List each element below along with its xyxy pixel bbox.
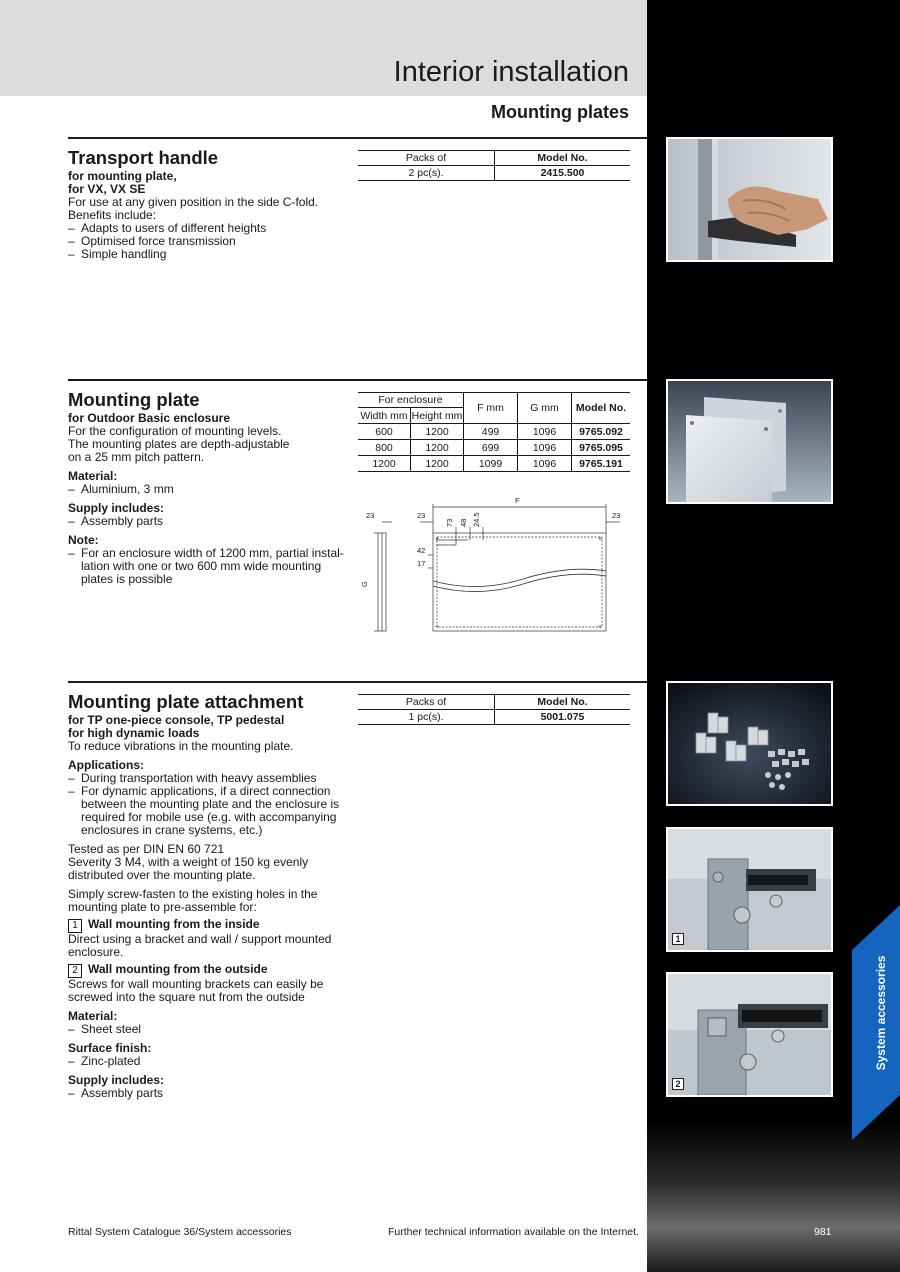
dim-label-f: F [515, 496, 520, 505]
section-title: Mounting plate [68, 389, 200, 410]
section-body [68, 170, 353, 261]
photo-tag: 1 [672, 933, 684, 945]
dim-label: 23 [366, 511, 375, 520]
dim-label: 23 [417, 511, 426, 520]
finish-label: Surface finish: [68, 1041, 152, 1055]
section-rule [68, 681, 648, 683]
table-cell: 1096 [518, 424, 572, 440]
bullet-item: – For dynamic applications, if a direct connection between the mounting plate and the enclosure is required for mobile use (e.g. with accompanying enclosures in crane systems, etc.) [68, 785, 350, 837]
page-title: Interior installation [393, 56, 629, 88]
spec-table [358, 392, 630, 472]
body-text: For use at any given position in the side C-fold. [68, 195, 319, 209]
section-title: Mounting plate attachment [68, 691, 304, 712]
supply-label: Supply includes: [68, 1073, 165, 1087]
side-tab-label[interactable]: System accessories [874, 955, 888, 1071]
svg-text:+: + [598, 536, 603, 543]
table-cell: 1200 [411, 456, 464, 472]
material-label: Material: [68, 469, 118, 483]
bullet-item: – Adapts to users of different heights [68, 222, 353, 235]
dim-label-g: G [360, 581, 369, 587]
model-number: 9765.092 [579, 425, 623, 438]
table-cell: 2 pc(s). [358, 166, 495, 181]
section-title: Transport handle [68, 147, 219, 168]
section-subtitle: for Outdoor Basic enclosure [68, 411, 231, 425]
material-value: – Aluminium, 3 mm [68, 483, 353, 496]
option-number: 1 [68, 919, 82, 933]
table-cell: 1099 [464, 456, 518, 472]
page-subtitle: Mounting plates [491, 102, 629, 122]
model-number: 9765.095 [579, 441, 623, 454]
table-cell: 1200 [411, 424, 464, 440]
option-text: Direct using a bracket and wall / support mounted enclosure. [68, 932, 332, 959]
option-heading: 1 Wall mounting from the inside [68, 918, 350, 933]
section-rule [68, 379, 648, 381]
dim-label: 23 [612, 511, 621, 520]
table-cell: 1200 [358, 456, 411, 472]
finish-value: – Zinc-plated [68, 1055, 350, 1068]
supply-label: Supply includes: [68, 501, 165, 515]
table-cell: 800 [358, 440, 411, 456]
spec-table [358, 694, 630, 725]
body-text: distributed over the mounting plate. [68, 868, 256, 882]
table-group-header: For enclosure [358, 393, 464, 408]
svg-text:+: + [598, 624, 603, 631]
body-text: To reduce vibrations in the mounting plate. [68, 739, 294, 753]
body-text: Severity 3 M4, with a weight of 150 kg evenly [68, 855, 309, 869]
table-cell: 600 [358, 424, 411, 440]
body-text: The mounting plates are depth-adjustable [68, 437, 290, 451]
wall-mount-outside-photo [666, 972, 833, 1097]
svg-text:+: + [435, 536, 440, 543]
bullet-item: – Optimised force transmission [68, 235, 353, 248]
supply-value: – Assembly parts [68, 1087, 350, 1100]
note-label: Note: [68, 533, 99, 547]
table-cell: 499 [464, 424, 518, 440]
dim-label: 17 [417, 559, 426, 568]
table-cell: 1096 [518, 456, 572, 472]
footer-center: Further technical information available on the Internet. [388, 1226, 639, 1238]
model-number: 9765.191 [579, 457, 623, 470]
dim-label: 42 [417, 546, 426, 555]
attachment-parts-photo [666, 681, 833, 806]
mounting-plate-photo [666, 379, 833, 504]
table-header: Packs of [358, 151, 495, 166]
table-header: Height mm [411, 409, 463, 422]
svg-text:+: + [435, 624, 440, 631]
body-text: on a 25 mm pitch pattern. [68, 450, 205, 464]
bullet-item: – Simple handling [68, 248, 353, 261]
table-header: Model No. [537, 696, 588, 708]
table-header: F mm [464, 393, 518, 424]
body-text: Simply screw-fasten to the existing holes in the [68, 887, 318, 901]
table-header: Width mm [358, 408, 411, 424]
section-subtitle: for mounting plate, [68, 169, 177, 183]
table-header: Model No. [537, 152, 588, 164]
table-cell: 1200 [411, 440, 464, 456]
spec-table [358, 150, 630, 181]
option-number: 2 [68, 964, 82, 978]
transport-handle-photo [666, 137, 833, 262]
dim-label: 24.5 [472, 512, 481, 527]
technical-drawing [358, 493, 630, 638]
material-value: – Sheet steel [68, 1023, 350, 1036]
material-label: Material: [68, 1009, 118, 1023]
body-text: mounting plate to pre-assemble for: [68, 900, 257, 914]
table-header: Packs of [358, 695, 495, 710]
option-text: Screws for wall mounting brackets can easily be screwed into the square nut from the outside [68, 977, 324, 1004]
section-body [68, 714, 350, 1100]
dim-label: 48 [459, 518, 468, 527]
section-rule [68, 137, 648, 139]
applications-label: Applications: [68, 758, 145, 772]
note-text: – For an enclosure width of 1200 mm, partial instal- lation with one or two 600 mm wide mounting plates is possible [68, 547, 353, 586]
body-text: For the configuration of mounting levels. [68, 424, 282, 438]
section-subtitle: for VX, VX SE [68, 182, 146, 196]
table-header: Model No. [572, 393, 631, 424]
option-heading: 2 Wall mounting from the outside [68, 963, 350, 978]
model-number: 2415.500 [540, 167, 585, 179]
supply-value: – Assembly parts [68, 515, 353, 528]
wall-mount-inside-photo [666, 827, 833, 952]
table-cell: 699 [464, 440, 518, 456]
model-number: 5001.075 [540, 711, 585, 723]
page-number: 981 [814, 1226, 832, 1238]
dim-label: 73 [445, 518, 454, 527]
bullet-item: – During transportation with heavy assemblies [68, 772, 350, 785]
table-header: G mm [518, 393, 572, 424]
section-subtitle: for high dynamic loads [68, 726, 200, 740]
photo-tag: 2 [672, 1078, 684, 1090]
section-body [68, 412, 353, 586]
body-text: Tested as per DIN EN 60 721 [68, 842, 225, 856]
table-cell: 1096 [518, 440, 572, 456]
table-cell: 1 pc(s). [358, 710, 495, 725]
footer-left: Rittal System Catalogue 36/System accessories [68, 1226, 292, 1238]
section-subtitle: for TP one-piece console, TP pedestal [68, 713, 285, 727]
body-text: Benefits include: [68, 208, 157, 222]
